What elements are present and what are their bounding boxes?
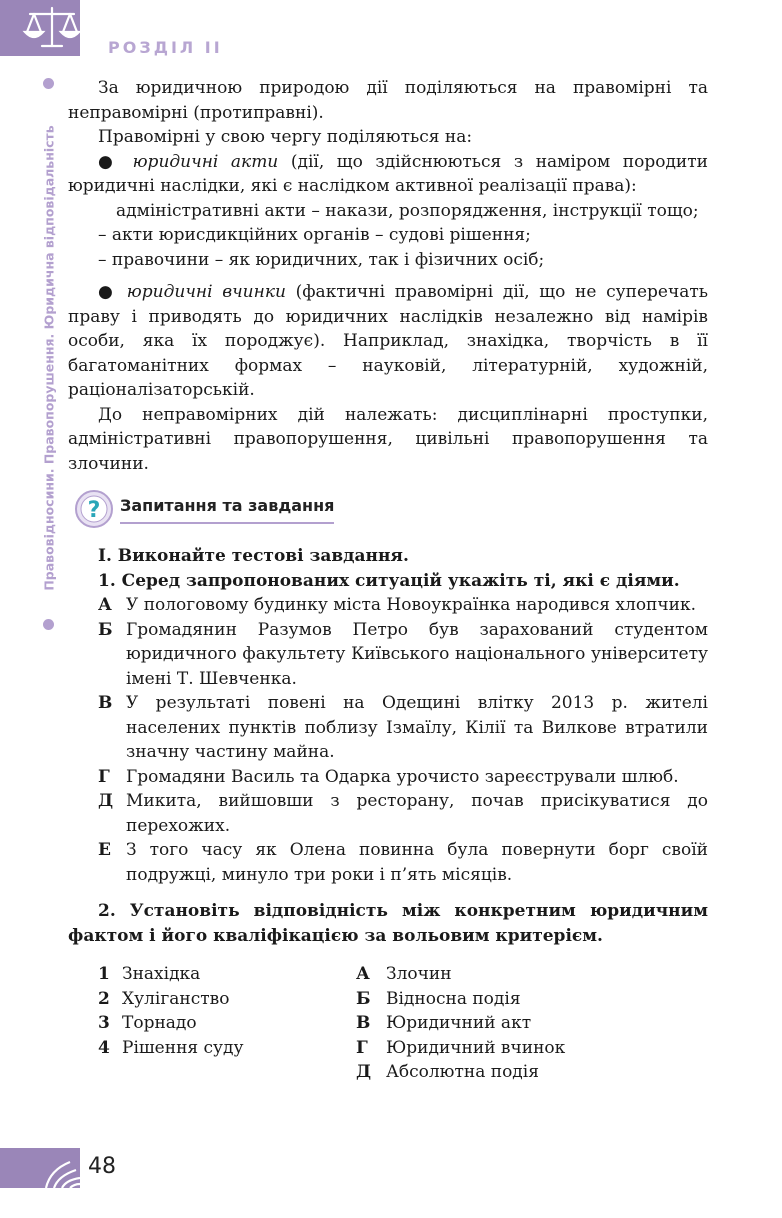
dash-item: адміністративні акти – накази, розпорядження, інструкції тощо; xyxy=(116,200,699,221)
fact-row xyxy=(98,1036,356,1061)
qualification-text: Злочин xyxy=(386,964,452,984)
answer-option xyxy=(98,789,708,838)
qualification-letter: В xyxy=(356,1013,371,1033)
footer-wave-icon xyxy=(0,1148,80,1188)
option-letter: В xyxy=(98,693,113,713)
qualification-letter: А xyxy=(356,964,370,984)
question-mark-icon xyxy=(74,488,114,530)
question-2: 2. Установіть відповідність між конкретним юридичним фактом і його кваліфікацією за вольовим критерієм. xyxy=(68,901,708,946)
dash-item: – акти юрисдикційних органів – судові рішення; xyxy=(98,225,531,245)
qualification-row xyxy=(356,1036,565,1061)
task-heading: І. Виконайте тестові завдання. xyxy=(98,546,409,566)
option-text: У результаті повені на Одещині влітку 2013 р. жителі населених пунктів поблизу Ізмаїлу, Кілії та Вилкове втратили значну частину майна. xyxy=(126,693,708,762)
bullet-text: (фактичні правомірні дії, що не суперечать праву і приводять до юридичних наслідків незалежно від намірів особи, яка їх породжує). Наприклад, знахідка, творчість в її багатоманітних формах – науковій, літературній, художній, раціоналізаторській. xyxy=(68,282,708,400)
option-text: У пологовому будинку міста Новоукраїнка народився хлопчик. xyxy=(126,595,696,615)
option-letter: А xyxy=(98,595,112,615)
fact-number: 3 xyxy=(98,1013,110,1033)
option-letter: Б xyxy=(98,619,113,640)
term: юридичні акти xyxy=(132,151,279,172)
fact-row xyxy=(98,1011,356,1036)
question-1: 1. Серед запропонованих ситуацій укажіть ті, які є діями. xyxy=(98,570,680,591)
qualifications-column xyxy=(356,962,565,1085)
qualification-row xyxy=(356,962,565,987)
paragraph: За юридичною природою дії поділяються на правомірні та неправомірні (протиправні). xyxy=(68,78,708,123)
questions-title: Запитання та завдання xyxy=(120,494,334,524)
fact-text: Знахідка xyxy=(122,964,201,984)
answer-option xyxy=(98,838,708,887)
term: юридичні вчинки xyxy=(126,282,286,302)
qualification-text: Юридичний акт xyxy=(386,1013,532,1033)
option-text: Громадянин Разумов Петро був зарахований студентом юридичного факультету Київського національного університету імені Т. Шевченка. xyxy=(126,619,708,689)
qualification-row xyxy=(356,987,565,1012)
qualification-letter: Г xyxy=(356,1037,368,1058)
option-letter: Е xyxy=(98,840,111,860)
answer-option xyxy=(98,618,708,692)
qualification-text: Абсолютна подія xyxy=(386,1062,539,1082)
fact-number: 2 xyxy=(98,988,110,1009)
fact-row xyxy=(98,987,356,1012)
page-content xyxy=(68,76,708,1085)
fact-number: 4 xyxy=(98,1037,110,1058)
questions-header xyxy=(68,484,708,534)
page-number: 48 xyxy=(88,1154,116,1179)
qualification-text: Юридичний вчинок xyxy=(386,1037,566,1058)
fact-text: Торнадо xyxy=(122,1013,197,1033)
qualification-letter: Д xyxy=(356,1062,372,1082)
dash-item: – правочини – як юридичних, так і фізичних осіб; xyxy=(98,249,545,270)
answer-option xyxy=(98,765,708,790)
matching-table xyxy=(68,962,708,1085)
answer-option xyxy=(98,691,708,765)
fact-row xyxy=(98,962,356,987)
fact-text: Рішення суду xyxy=(122,1037,244,1058)
side-rail xyxy=(38,78,60,638)
questions-block xyxy=(68,544,708,887)
rail-dot-top xyxy=(43,78,54,89)
fact-text: Хуліганство xyxy=(122,988,230,1009)
header-logo-box xyxy=(0,0,80,56)
option-text: Громадяни Василь та Одарка урочисто зареєстрували шлюб. xyxy=(126,766,679,787)
option-text: Микита, вийшовши з ресторану, почав присікуватися до перехожих. xyxy=(126,791,708,836)
bullet-item: ● юридичні акти (дії, що здійснюються з наміром породити юридичні наслідки, які є наслідком активної реалізації права): xyxy=(68,151,708,196)
running-title: Правовідносини. Правопорушення. Юридична відповідальність xyxy=(41,125,57,591)
paragraph: До неправомірних дій належать: дисциплінарні проступки, адміністративні правопорушення, цивільні правопорушення та злочини. xyxy=(68,404,708,474)
paragraph: Правомірні у свою чергу поділяються на: xyxy=(98,127,473,147)
qualification-letter: Б xyxy=(356,988,371,1009)
facts-column xyxy=(98,962,356,1085)
fact-number: 1 xyxy=(98,964,110,984)
scales-icon xyxy=(0,0,80,56)
option-letter: Г xyxy=(98,766,110,787)
option-letter: Д xyxy=(98,791,114,811)
answer-option xyxy=(98,593,708,618)
rail-dot-bottom xyxy=(43,619,54,630)
bullet-item: ● юридичні вчинки (фактичні правомірні дії, що не суперечать праву і приводять до юридичних наслідків незалежно від намірів особи, яка їх породжує). Наприклад, знахідка, творчість в її багатоманітних формах – науковій, літературній, художній, раціоналізаторській. xyxy=(68,282,708,400)
option-text: З того часу як Олена повинна була повернути борг своїй подружці, минуло три роки і п’ять місяців. xyxy=(126,840,708,885)
svg-text:?: ? xyxy=(87,498,101,523)
bullet-text: (дії, що здійснюються з наміром породити юридичні наслідки, які є наслідком активної реалізації права): xyxy=(68,151,708,196)
qualification-row xyxy=(356,1060,565,1085)
section-label: РОЗДІЛ ІІ xyxy=(108,38,223,57)
qualification-text: Відносна подія xyxy=(386,988,521,1009)
qualification-row xyxy=(356,1011,565,1036)
